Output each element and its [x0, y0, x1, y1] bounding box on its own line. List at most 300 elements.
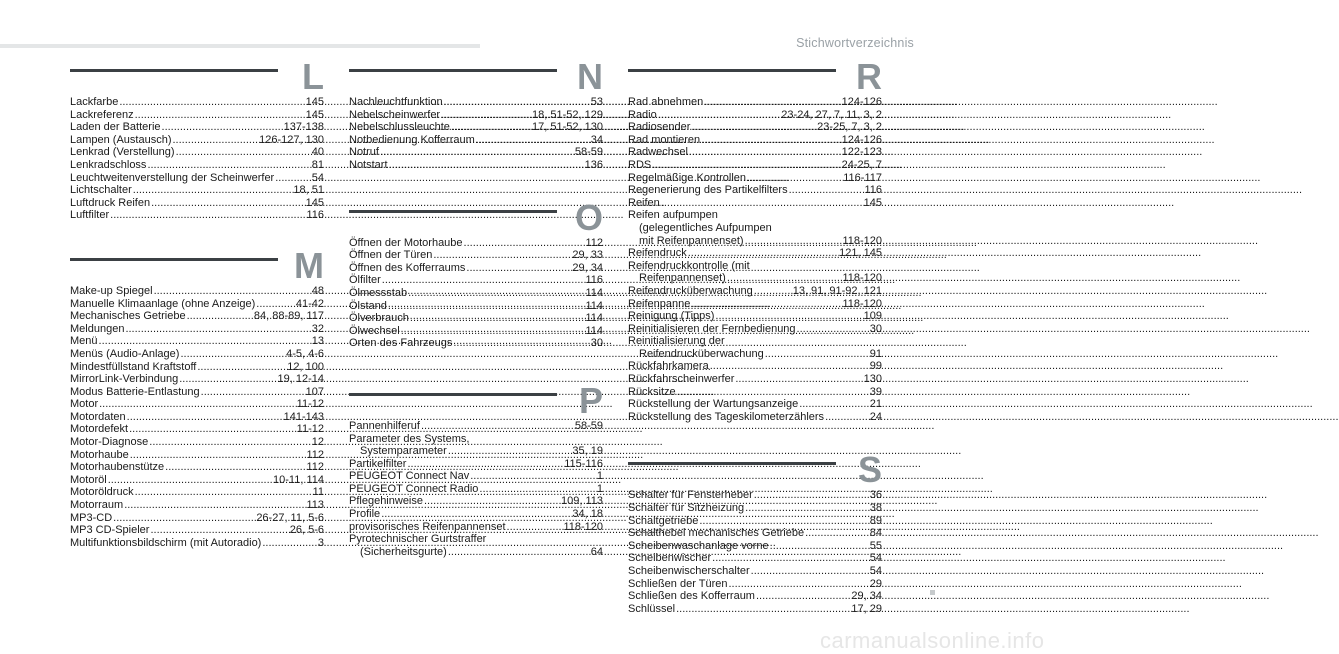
- entry-line: [628, 386, 882, 399]
- index-entry: [70, 348, 324, 361]
- entry-line: [628, 398, 882, 411]
- entry-page-ref: 118-120: [842, 297, 882, 310]
- dot-leader: [710, 360, 869, 373]
- entry-page-ref: 114: [585, 312, 603, 325]
- entry-line: [70, 172, 324, 185]
- entry-page-ref: 81: [311, 158, 324, 171]
- dot-leader: [381, 508, 571, 521]
- entry-page-ref: 23-25, 7, 3, 2: [817, 121, 882, 134]
- index-entry: [70, 197, 324, 210]
- entry-line: [349, 159, 603, 172]
- dot-leader: [410, 312, 585, 325]
- entry-line: [349, 470, 603, 483]
- entry-line: [70, 285, 324, 298]
- entry-page-ref: 114: [585, 324, 603, 337]
- entry-page-ref: 84, 88-89, 117: [253, 310, 324, 323]
- index-entry: [628, 209, 882, 247]
- index-entry: [349, 159, 603, 172]
- entry-page-ref: 4-5, 4-6: [286, 347, 324, 360]
- dot-leader: [108, 474, 272, 487]
- dot-leader: [149, 436, 310, 449]
- entry-page-ref: 13, 91, 91-92, 121: [792, 284, 882, 297]
- entry-line: [349, 495, 603, 508]
- entry-line: [349, 134, 603, 147]
- index-entry: [349, 109, 603, 122]
- entry-page-ref: 109: [863, 310, 882, 323]
- entry-term: PEUGEOT Connect Radio: [349, 482, 479, 495]
- index-entry: [70, 361, 324, 374]
- entry-line: [628, 134, 882, 147]
- entry-term: Motoröldruck: [70, 486, 134, 499]
- entry-list: [62, 285, 324, 549]
- entry-term: Ölfilter: [349, 274, 381, 287]
- entry-page-ref: 118-120: [842, 234, 882, 247]
- index-entry: [628, 134, 882, 147]
- dot-leader: [187, 310, 253, 323]
- entry-page-ref: 13: [311, 335, 324, 348]
- entry-line: [70, 121, 324, 134]
- section-P: [341, 379, 603, 559]
- dot-leader: [173, 134, 259, 147]
- entry-continuation: [628, 222, 882, 235]
- entry-page-ref: 130: [863, 373, 882, 386]
- index-entry: [70, 285, 324, 298]
- entry-line: [70, 197, 324, 210]
- index-entry: [70, 146, 324, 159]
- entry-line: [70, 461, 324, 474]
- index-entry: [628, 121, 882, 134]
- entry-page-ref: 24-25, 7: [841, 158, 882, 171]
- entry-line: [70, 96, 324, 109]
- index-entry: [349, 146, 603, 159]
- entry-line: [628, 590, 882, 603]
- index-entry: [70, 159, 324, 172]
- index-entry: [70, 134, 324, 147]
- entry-page-ref: 91: [869, 347, 882, 360]
- entry-line: [349, 300, 603, 313]
- dot-leader: [661, 197, 863, 210]
- entry-term: Scheibenwaschanlage vorne: [628, 539, 769, 552]
- entry-term: Motor: [70, 398, 99, 411]
- entry-line: [70, 134, 324, 147]
- index-entry: [628, 603, 882, 616]
- dot-leader: [805, 527, 869, 540]
- entry-term: Meldungen: [70, 322, 125, 335]
- entry-page-ref: 55: [869, 539, 882, 552]
- entry-continuation: [349, 546, 603, 559]
- entry-term: MP3-CD: [70, 511, 113, 524]
- entry-line: [628, 527, 882, 540]
- entry-line: [349, 287, 603, 300]
- index-entry: [349, 96, 603, 109]
- index-entry: [628, 565, 882, 578]
- dot-leader: [691, 298, 841, 311]
- entry-page-ref: 17, 29: [851, 602, 882, 615]
- index-column-2: [341, 56, 603, 558]
- index-entry: [349, 249, 603, 262]
- index-entry: [70, 411, 324, 424]
- index-entry: [628, 285, 882, 298]
- entry-page-ref: 112: [306, 461, 324, 474]
- dot-leader: [745, 502, 869, 515]
- dot-leader: [127, 411, 283, 424]
- entry-page-ref: 39: [869, 385, 882, 398]
- entry-page-ref: 30: [869, 322, 882, 335]
- dot-leader: [133, 184, 293, 197]
- entry-line: [628, 109, 882, 122]
- entry-line: [628, 146, 882, 159]
- entry-term: Schaltgetriebe: [628, 514, 699, 527]
- entry-page-ref: 11: [312, 486, 324, 499]
- entry-line: [628, 323, 882, 336]
- entry-page-ref: 116: [864, 184, 882, 197]
- dot-leader: [389, 159, 584, 172]
- entry-page-ref: 34, 18: [572, 508, 603, 521]
- index-entry: [628, 590, 882, 603]
- entry-line: [70, 373, 324, 386]
- entry-term: Menü: [70, 335, 98, 348]
- index-entry: [628, 159, 882, 172]
- entry-term: Radio: [628, 108, 657, 121]
- entry-line: [70, 159, 324, 172]
- entry-page-ref: 112: [585, 236, 603, 249]
- index-entry: [628, 552, 882, 565]
- entry-term: Motorhaubenstütze: [70, 461, 165, 474]
- dot-leader: [256, 298, 295, 311]
- index-entry: [70, 499, 324, 512]
- dot-leader: [407, 458, 563, 471]
- entry-line: [349, 262, 603, 275]
- entry-term: Reifendrucküberwachung: [639, 347, 764, 360]
- dot-leader: [99, 398, 296, 411]
- index-entry: [628, 260, 882, 285]
- entry-term: Notbedienung Kofferraum: [349, 133, 475, 146]
- entry-term: PEUGEOT Connect Nav: [349, 470, 470, 483]
- index-entry: [628, 96, 882, 109]
- entry-term: Laden der Batterie: [70, 121, 161, 134]
- entry-line: [70, 436, 324, 449]
- entry-term: Schalter für Sitzheizung: [628, 502, 745, 515]
- index-entry: [628, 578, 882, 591]
- entry-term: Nebelscheinwerfer: [349, 108, 441, 121]
- dot-leader: [441, 109, 531, 122]
- section-letter: S: [857, 449, 882, 491]
- entry-page-ref: 54: [311, 171, 324, 184]
- entry-line: [628, 373, 882, 386]
- index-entry: [70, 386, 324, 399]
- section-letter: L: [302, 56, 324, 97]
- entry-line: [70, 184, 324, 197]
- entry-line: [349, 121, 603, 134]
- entry-line: [70, 361, 324, 374]
- entry-line: [628, 489, 882, 502]
- index-entry: [70, 335, 324, 348]
- entry-term: Motoröl: [70, 473, 107, 486]
- entry-line: [628, 411, 882, 424]
- entry-line: [70, 423, 324, 436]
- index-entry: [628, 247, 882, 260]
- entry-page-ref: 29, 33: [572, 249, 603, 262]
- index-entry: [70, 184, 324, 197]
- dot-leader: [110, 209, 305, 222]
- entry-line: [70, 449, 324, 462]
- dot-leader: [424, 495, 560, 508]
- index-entry: [70, 398, 324, 411]
- entry-line: [628, 578, 882, 591]
- dot-leader: [699, 515, 868, 528]
- entry-term: Luftdruck Reifen: [70, 196, 151, 209]
- entry-term: Motorraum: [70, 499, 124, 512]
- entry-term: Reifen aufpumpen: [628, 209, 718, 222]
- dot-leader: [151, 197, 305, 210]
- dot-leader: [453, 337, 589, 350]
- dot-leader: [470, 470, 596, 483]
- entry-term: (Sicherheitsgurte): [360, 545, 447, 558]
- dot-leader: [479, 483, 595, 496]
- entry-line: [70, 411, 324, 424]
- entry-term: Leuchtweitenverstellung der Scheinwerfer: [70, 171, 275, 184]
- entry-line: [349, 420, 603, 433]
- entry-line: [628, 247, 882, 260]
- entry-line: [628, 552, 882, 565]
- entry-term: Notstart: [349, 158, 388, 171]
- entry-line: [628, 540, 882, 553]
- dot-leader: [652, 159, 840, 172]
- section-letter: O: [574, 196, 603, 238]
- dot-leader: [119, 96, 304, 109]
- entry-line: [628, 121, 882, 134]
- entry-term: Mechanisches Getriebe: [70, 310, 186, 323]
- dot-leader: [476, 134, 590, 147]
- entry-page-ref: 107: [305, 385, 324, 398]
- entry-page-ref: 121, 145: [839, 247, 882, 260]
- index-entry: [628, 323, 882, 336]
- entry-term: Radiosender: [628, 121, 691, 134]
- section-divider: [349, 69, 557, 72]
- index-entry: [628, 109, 882, 122]
- entry-line: [349, 508, 603, 521]
- section-R: [620, 56, 882, 423]
- section-header: [620, 449, 882, 491]
- index-entry: [628, 373, 882, 386]
- entry-line: [349, 109, 603, 122]
- dot-leader: [150, 524, 288, 537]
- dot-leader: [408, 287, 584, 300]
- index-entry: [628, 398, 882, 411]
- dot-leader: [125, 323, 310, 336]
- entry-page-ref: 58-59: [574, 419, 603, 432]
- entry-page-ref: 54: [869, 565, 882, 577]
- entry-list: [341, 237, 603, 350]
- index-entry: [349, 262, 603, 275]
- index-entry: [70, 172, 324, 185]
- entry-term: Mindestfüllstand Kraftstoff: [70, 360, 197, 373]
- entry-term: Luftfilter: [70, 209, 110, 222]
- index-entry: [70, 310, 324, 323]
- dot-leader: [689, 146, 841, 159]
- index-entry: [349, 508, 603, 521]
- entry-term: Lackfarbe: [70, 96, 119, 108]
- index-entry: [349, 433, 603, 458]
- entry-term: Lackreferenz: [70, 108, 134, 121]
- entry-term: Rückfahrkamera: [628, 360, 709, 373]
- dot-leader: [676, 603, 850, 616]
- entry-line: [70, 512, 324, 525]
- entry-term: Reinigung (Tipps): [628, 310, 715, 323]
- entry-line: [349, 96, 603, 109]
- header-rule: [0, 44, 480, 48]
- index-entry: [349, 134, 603, 147]
- section-letter: M: [294, 244, 324, 286]
- section-divider: [349, 210, 557, 213]
- entry-page-ref: 136: [584, 158, 603, 171]
- entry-page-ref: 53: [590, 96, 603, 108]
- index-entry: [349, 300, 603, 313]
- entry-term: mit Reifenpannenset): [639, 234, 744, 247]
- entry-term: Make-up Spiegel: [70, 284, 153, 297]
- entry-line: [349, 325, 603, 338]
- entry-term: Ölstand: [349, 299, 387, 312]
- entry-continuation: [349, 445, 603, 458]
- dot-leader: [129, 423, 296, 436]
- entry-line: [349, 433, 603, 446]
- entry-term: Schließen der Türen: [628, 577, 728, 590]
- index-entry: [70, 474, 324, 487]
- index-entry: [70, 96, 324, 109]
- dot-leader: [691, 121, 816, 134]
- entry-page-ref: 29, 34: [851, 590, 882, 603]
- entry-term: Pyrotechnischer Gurtstraffer: [349, 533, 487, 546]
- entry-line: [70, 146, 324, 159]
- entry-term: MirrorLink-Verbindung: [70, 373, 179, 386]
- dot-leader: [113, 512, 255, 525]
- entry-term: Reifenpanne: [628, 297, 691, 310]
- entry-page-ref: 32: [311, 322, 324, 335]
- index-entry: [70, 121, 324, 134]
- entry-line: [349, 312, 603, 325]
- section-O: [341, 196, 603, 350]
- dot-leader: [382, 274, 585, 287]
- entry-page-ref: 10-11, 114: [273, 473, 324, 486]
- dot-leader: [262, 537, 317, 550]
- entry-page-ref: 114: [585, 286, 603, 299]
- entry-line: [70, 386, 324, 399]
- index-column-1: [62, 56, 324, 549]
- entry-line: [70, 537, 324, 550]
- entry-continuation: [628, 348, 882, 361]
- index-entry: [628, 540, 882, 553]
- dot-leader: [754, 489, 869, 502]
- entry-term: Öffnen des Kofferraums: [349, 261, 466, 274]
- entry-page-ref: 23-24, 27, 7, 11, 3, 2: [781, 108, 882, 121]
- entry-term: Orten des Fahrzeugs: [349, 337, 453, 350]
- entry-page-ref: 26-27, 11, 5-6: [256, 511, 324, 524]
- entry-term: Reinitialisierung der: [628, 335, 725, 348]
- entry-page-ref: 21: [869, 398, 882, 411]
- index-entry: [70, 486, 324, 499]
- dot-leader: [433, 249, 571, 262]
- entry-line: [70, 486, 324, 499]
- entry-term: Scheibenwischerschalter: [628, 565, 750, 577]
- dot-leader: [176, 146, 311, 159]
- index-entry: [70, 461, 324, 474]
- dot-leader: [466, 262, 571, 275]
- dot-leader: [162, 121, 283, 134]
- entry-page-ref: 29: [869, 577, 882, 590]
- dot-leader: [789, 184, 864, 197]
- entry-line: [70, 524, 324, 537]
- entry-term: Multifunktionsbildschirm (mit Autoradio): [70, 536, 262, 549]
- entry-page-ref: 12, 100: [287, 360, 324, 373]
- entry-line: [70, 398, 324, 411]
- index-entry: [70, 423, 324, 436]
- dot-leader: [124, 499, 305, 512]
- index-entry: [70, 209, 324, 222]
- dot-leader: [201, 386, 305, 399]
- entry-page-ref: 137-138: [283, 121, 324, 134]
- entry-page-ref: 115-116: [564, 457, 603, 470]
- entry-page-ref: 112: [306, 448, 324, 461]
- entry-line: [70, 109, 324, 122]
- entry-list: [341, 96, 603, 172]
- entry-line: [349, 337, 603, 350]
- entry-line: [70, 499, 324, 512]
- entry-term: Reifen: [628, 196, 660, 209]
- entry-term: Rückstellung des Tageskilometerzählers: [628, 410, 825, 423]
- entry-term: RDS: [628, 158, 652, 171]
- entry-line: [628, 603, 882, 616]
- entry-page-ref: 141-143: [283, 410, 324, 423]
- entry-line: [70, 323, 324, 336]
- index-entry: [349, 274, 603, 287]
- section-header: [341, 379, 603, 421]
- index-entry: [70, 373, 324, 386]
- dot-leader: [825, 411, 869, 424]
- dot-leader: [421, 420, 574, 433]
- index-entry: [349, 458, 603, 471]
- entry-line: [349, 521, 603, 534]
- entry-page-ref: 118-120: [842, 272, 882, 285]
- dot-leader: [135, 109, 305, 122]
- entry-term: Modus Batterie-Entlastung: [70, 385, 200, 398]
- section-divider: [628, 462, 836, 465]
- index-entry: [628, 184, 882, 197]
- entry-page-ref: 64: [590, 545, 603, 558]
- entry-line: [70, 310, 324, 323]
- entry-term: Öffnen der Türen: [349, 249, 433, 262]
- index-entry: [70, 537, 324, 550]
- entry-page-ref: 18, 51-52, 129: [532, 108, 603, 121]
- entry-list: [341, 420, 603, 559]
- dot-leader: [797, 323, 869, 336]
- entry-term: Parameter des Systems,: [349, 432, 470, 445]
- entry-term: Menüs (Audio-Anlage): [70, 347, 180, 360]
- entry-page-ref: 116-117: [843, 171, 882, 184]
- entry-term: Regelmäßige Kontrollen: [628, 171, 747, 184]
- dot-leader: [197, 361, 286, 374]
- entry-page-ref: 36: [869, 489, 882, 502]
- entry-term: Rückfahrscheinwerfer: [628, 373, 735, 386]
- entry-page-ref: 12: [311, 436, 324, 449]
- section-L: [62, 56, 324, 222]
- entry-term: Ölverbrauch: [349, 312, 409, 325]
- index-entry: [349, 470, 603, 483]
- dot-leader: [715, 310, 862, 323]
- entry-line: [628, 184, 882, 197]
- section-letter: N: [577, 56, 603, 97]
- entry-page-ref: 114: [585, 299, 603, 312]
- entry-page-ref: 58-59: [574, 146, 603, 159]
